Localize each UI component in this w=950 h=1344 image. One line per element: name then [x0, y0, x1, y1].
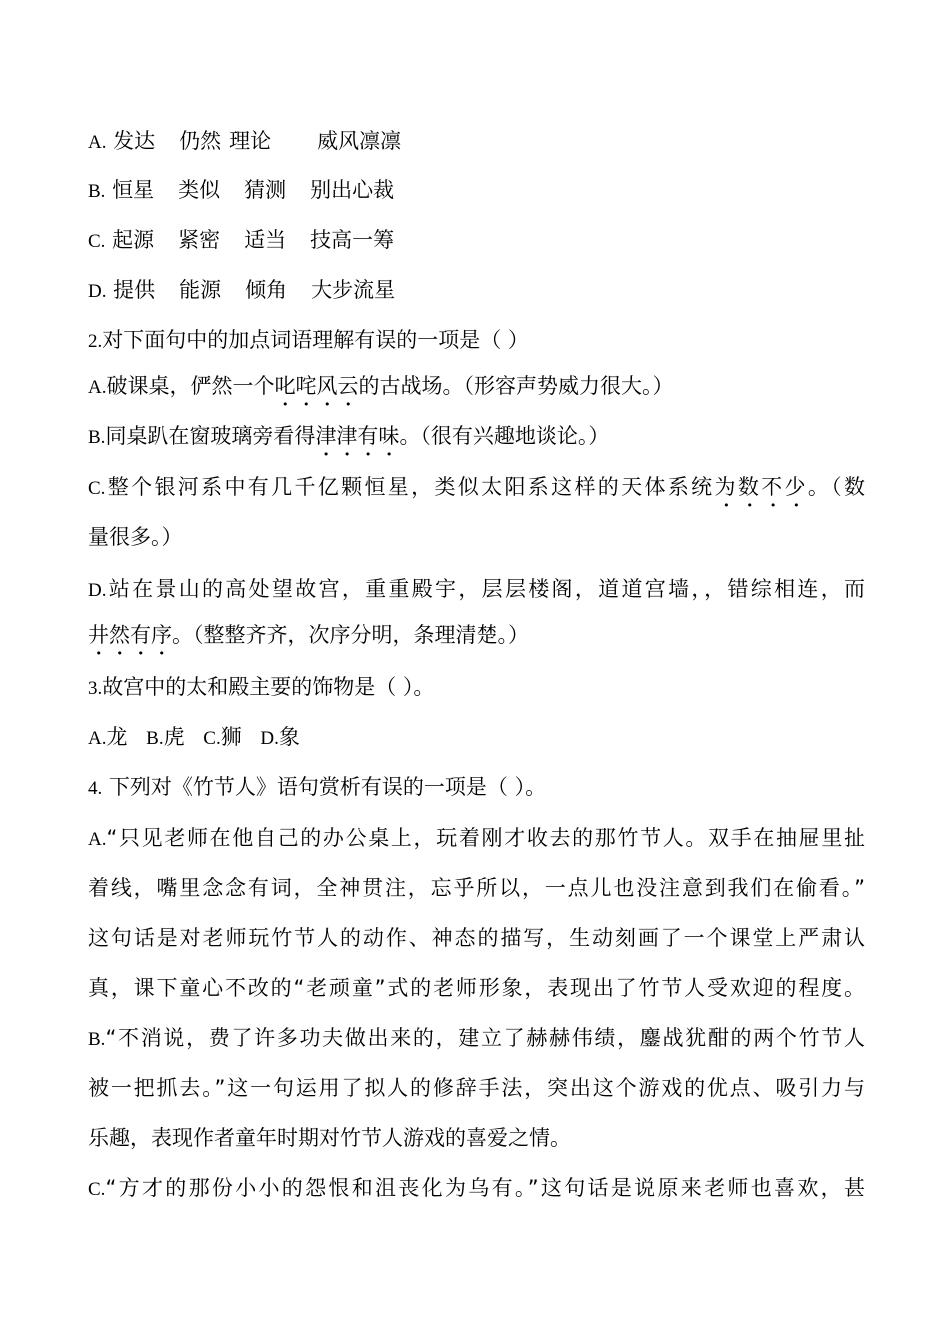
q4-option-a-line: 真，课下童心不改的“老顽童”式的老师形象，表现出了竹节人受欢迎的程度。 [88, 976, 865, 1000]
word: 猜测 [244, 178, 287, 202]
q1-option-d [88, 275, 395, 307]
dotted-word: 叱咤风云 [274, 374, 359, 398]
word: 大步流星 [311, 278, 396, 302]
word: 恒星 [112, 178, 155, 202]
question-number: 3. [88, 678, 103, 699]
text: 。（很有兴趣地谈论。） [399, 424, 610, 448]
q4-option-a-line: 着线，嘴里念念有词，全神贯注，忘乎所以，一点儿也没注意到我们在偷看。” [88, 876, 865, 900]
text: 整个银河系中有几千亿颗恒星，类似太阳系这样的天体系统 [105, 475, 715, 499]
word: 能源 [179, 278, 222, 302]
text: 站在景山的高处望故宫，重重殿宇，层层楼阁，道道宫墙，，错综相连，而 [106, 577, 865, 601]
word: 仍然 [179, 129, 222, 153]
option-label: A. [88, 829, 107, 850]
q2-option-d [88, 574, 865, 606]
word: 适当 [244, 228, 287, 252]
q2-option-d-cont [88, 620, 529, 660]
q3-options [88, 722, 300, 754]
q4-option-b-line: 乐趣，表现作者童年时期对竹节人游戏的喜爱之情。 [88, 1126, 571, 1150]
option-text: 象 [278, 725, 300, 749]
word: 技高一筹 [310, 228, 395, 252]
text: 的古战场。（形容声势威力很大。） [358, 374, 674, 398]
word: 发达 [113, 129, 156, 153]
text: 。（数 [807, 475, 866, 499]
q2-option-b [88, 421, 609, 461]
word: 类似 [178, 178, 221, 202]
text: 同桌趴在窗玻璃旁看得 [105, 424, 316, 448]
dotted-word: 井然有序 [88, 623, 172, 647]
option-text: 龙 [106, 725, 128, 749]
word: 提供 [113, 278, 156, 302]
option-label: B. [88, 427, 106, 448]
q4-option-b [88, 1023, 865, 1055]
q2-option-c-cont: 量很多。） [88, 525, 183, 549]
option-label: B. [88, 181, 106, 202]
option-label: D. [88, 580, 107, 601]
option-label: B. [146, 728, 164, 749]
q3-stem [88, 672, 434, 704]
option-label: A. [88, 132, 107, 153]
q4-option-a [88, 823, 865, 855]
word: 理论 [229, 129, 272, 153]
question-number: 2. [88, 331, 103, 352]
text: “方才的那份小小的怨恨和沮丧化为乌有。”这句话是说原来老师也喜欢，甚 [105, 1176, 865, 1200]
option-label: D. [260, 728, 279, 749]
question-text: 故宫中的太和殿主要的饰物是（ ）。 [102, 675, 435, 699]
dotted-word: 津津有味 [315, 424, 400, 448]
option-text: 狮 [220, 725, 242, 749]
word: 紧密 [178, 228, 221, 252]
question-text: 下列对《竹节人》语句赏析有误的一项是（ ）。 [102, 775, 547, 799]
dotted-word: 为数不少 [714, 475, 808, 499]
option-label: C. [88, 478, 106, 499]
q4-option-c [88, 1173, 865, 1205]
option-label: B. [88, 1029, 106, 1050]
q2-option-a [88, 371, 673, 411]
text: 。（整整齐齐，次序分明，条理清楚。） [172, 623, 529, 647]
q2-option-c [88, 472, 865, 512]
option-label: C. [203, 728, 221, 749]
option-label: C. [88, 1179, 106, 1200]
question-text: 对下面句中的加点词语理解有误的一项是（ ） [102, 328, 529, 352]
text: “只见老师在他自己的办公桌上，玩着刚才收去的那竹节人。双手在抽屉里扯 [106, 826, 865, 850]
q4-option-a-line: 这句话是对老师玩竹节人的动作、神态的描写，生动刻画了一个课堂上严肃认 [88, 926, 865, 950]
option-label: A. [88, 728, 107, 749]
q2-stem [88, 325, 529, 357]
text: 破课桌，俨然一个 [106, 374, 275, 398]
word: 威风凛凛 [317, 129, 402, 153]
q4-stem [88, 772, 546, 804]
option-text: 虎 [163, 725, 185, 749]
word: 起源 [112, 228, 155, 252]
question-number: 4. [88, 778, 103, 799]
option-label: D. [88, 281, 107, 302]
option-label: C. [88, 231, 106, 252]
q1-option-a [88, 126, 401, 158]
q1-option-c [88, 225, 394, 257]
q4-option-b-line: 被一把抓去。”这一句运用了拟人的修辞手法，突出这个游戏的优点、吸引力与 [88, 1076, 865, 1100]
word: 别出心裁 [310, 178, 395, 202]
option-label: A. [88, 377, 107, 398]
word: 倾角 [245, 278, 288, 302]
q1-option-b [88, 175, 394, 207]
text: “不消说，费了许多功夫做出来的，建立了赫赫伟绩，鏖战犹酣的两个竹节人 [105, 1026, 865, 1050]
